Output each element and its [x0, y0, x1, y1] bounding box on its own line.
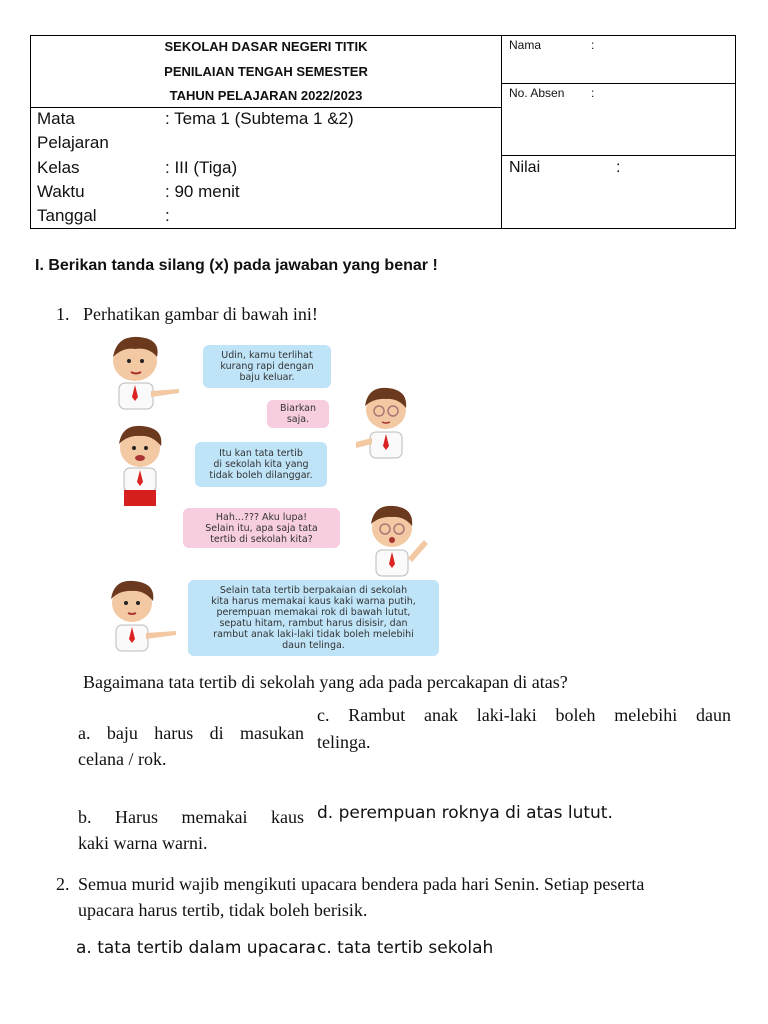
q1-question: Bagaimana tata tertib di sekolah yang ada pada percakapan di atas? [83, 672, 568, 692]
divider [501, 83, 736, 84]
student-boy-icon [108, 422, 180, 512]
nama-field[interactable]: : [591, 38, 595, 52]
speech-bubble: Selain tata tertib berpakaian di sekolah kita harus memakai kaus kaki warna putih, perempuan memakai rok di bawah lutut, sepatu hitam, rambut harus disisir, dan rambut anak laki-laki tidak boleh melebihi daun telinga. [188, 580, 439, 656]
absen-field[interactable]: : [591, 86, 595, 100]
section-instruction: I. Berikan tanda silang (x) pada jawaban yang benar ! [35, 257, 438, 274]
option-a-cont: celana / rok. [78, 749, 167, 769]
school-year: TAHUN PELAJARAN 2022/2023 [169, 88, 363, 103]
speech-bubble: Biarkan saja. [267, 400, 329, 428]
option-c-cont: telinga. [317, 732, 371, 752]
divider [501, 155, 736, 156]
absen-label: No. Absen [509, 86, 565, 100]
mapel-label-2: Pelajaran [37, 133, 109, 152]
mapel-label: Mata [37, 109, 75, 128]
tanggal-field[interactable]: : [165, 206, 170, 225]
q2-text-cont: upacara harus tertib, tidak boleh berisik. [78, 900, 368, 920]
q1-number: 1. [56, 304, 70, 324]
header-table [30, 35, 736, 229]
q2-number: 2. [56, 874, 70, 894]
waktu-value: : 90 menit [165, 182, 240, 201]
mapel-value: : Tema 1 (Subtema 1 &2) [165, 109, 354, 128]
student-boy-icon [100, 575, 182, 659]
speech-bubble: Udin, kamu terlihat kurang rapi dengan baju keluar. [203, 345, 331, 388]
student-boy-icon [105, 333, 185, 415]
divider [31, 107, 501, 108]
waktu-label: Waktu [37, 182, 85, 201]
speech-bubble: Hah...??? Aku lupa! Selain itu, apa saja tata tertib di sekolah kita? [183, 508, 340, 548]
tanggal-label: Tanggal [37, 206, 97, 225]
q2-text: Semua murid wajib mengikuti upacara bendera pada hari Senin. Setiap peserta [78, 874, 645, 894]
q1-prompt: Perhatikan gambar di bawah ini! [83, 304, 318, 324]
option-b-cont: kaki warna warni. [78, 833, 208, 853]
student-boy-glasses-icon [350, 382, 422, 464]
nilai-label: Nilai [509, 159, 541, 176]
option-a[interactable]: a. baju harus di masukan [78, 723, 304, 743]
nama-label: Nama [509, 38, 542, 52]
q2-option-a[interactable]: a. tata tertib dalam upacara [76, 938, 316, 958]
conversation-illustration [100, 330, 445, 660]
student-boy-glasses-icon [358, 500, 438, 580]
kelas-label: Kelas [37, 158, 80, 177]
speech-bubble: Itu kan tata tertib di sekolah kita yang tidak boleh dilanggar. [195, 442, 327, 487]
q2-option-c[interactable]: c. tata tertib sekolah [317, 938, 494, 958]
exam-name: PENILAIAN TENGAH SEMESTER [164, 64, 368, 79]
option-b[interactable]: b. Harus memakai kaus [78, 807, 304, 827]
kelas-value: : III (Tiga) [165, 158, 238, 177]
school-name: SEKOLAH DASAR NEGERI TITIK [164, 39, 368, 54]
nilai-field[interactable]: : [616, 159, 621, 176]
option-d[interactable]: d. perempuan roknya di atas lutut. [317, 803, 613, 823]
option-c[interactable]: c. Rambut anak laki-laki boleh melebihi daun [317, 705, 731, 725]
divider [501, 36, 502, 229]
